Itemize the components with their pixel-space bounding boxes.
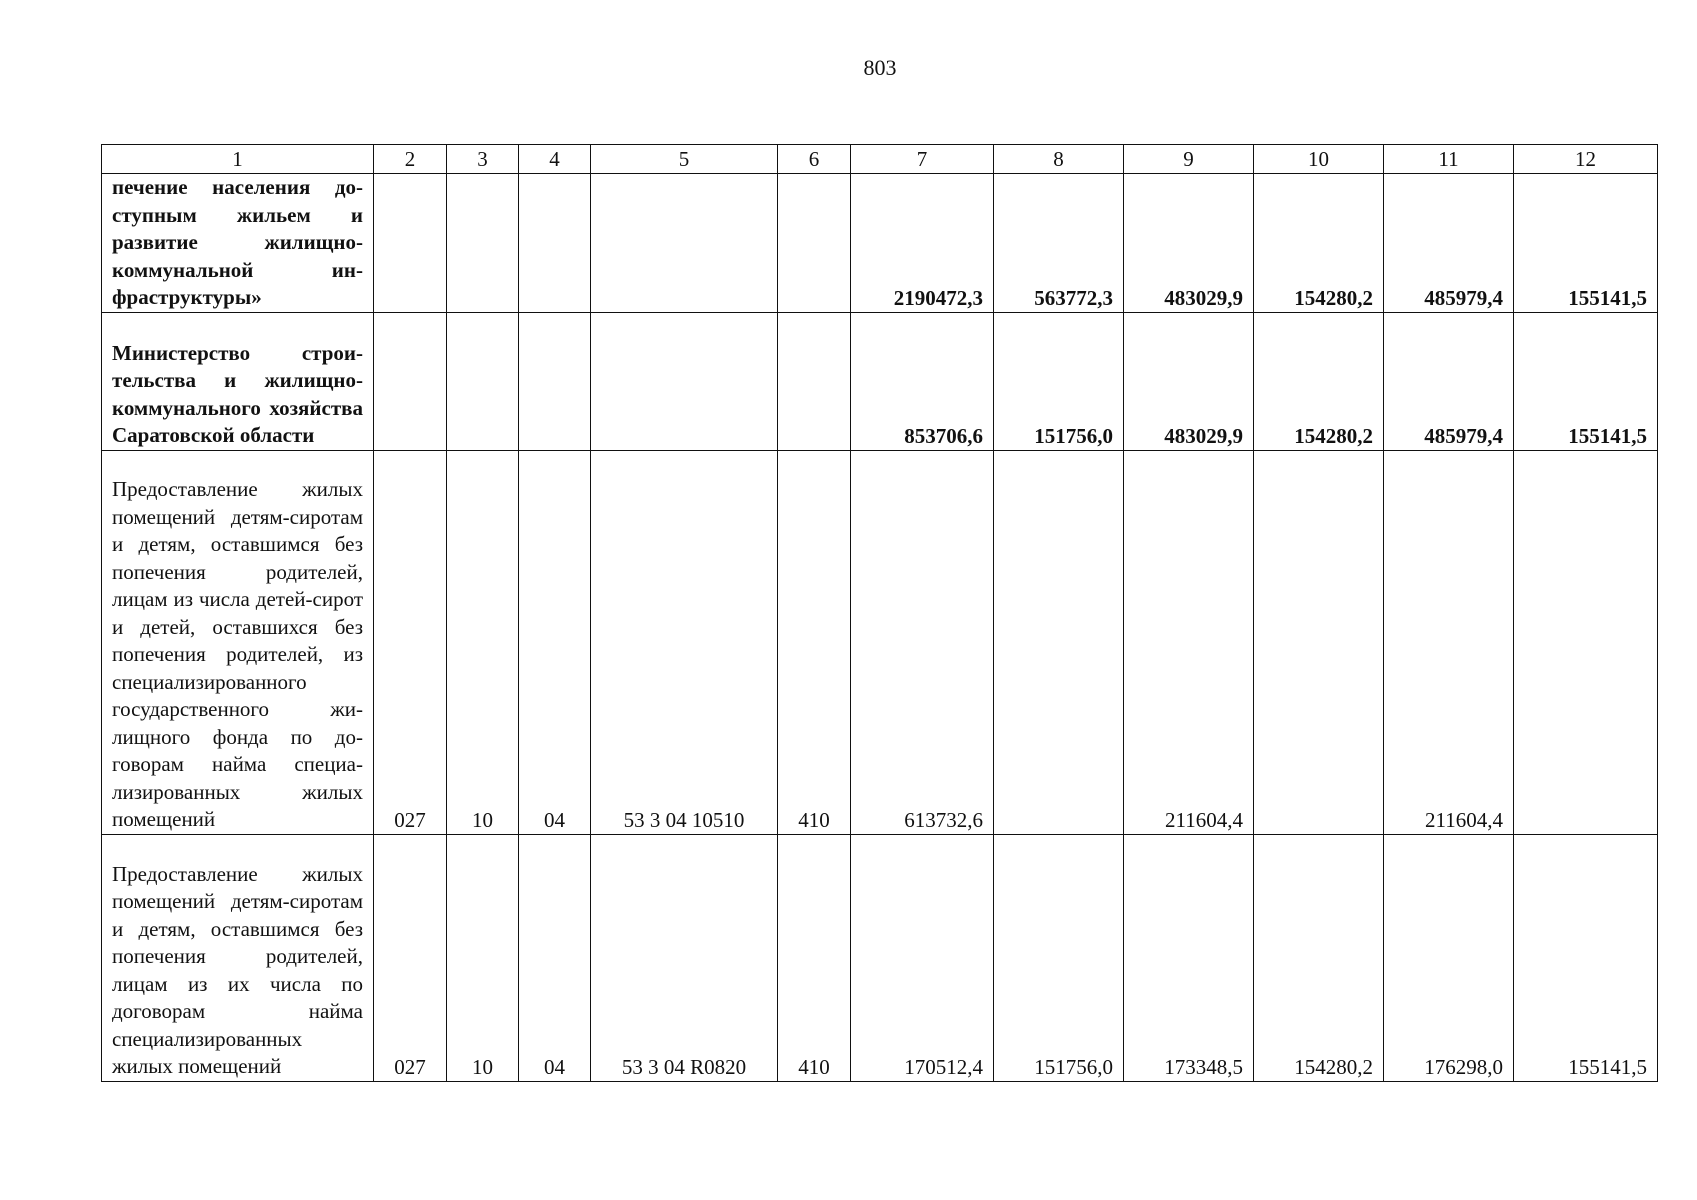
header-cell: 1 — [102, 145, 374, 174]
header-cell: 2 — [374, 145, 447, 174]
cell-ministry-code — [374, 174, 447, 313]
header-cell: 4 — [519, 145, 591, 174]
cell-value: 485979,4 — [1384, 312, 1514, 450]
table-row — [102, 834, 1658, 1081]
header-cell: 6 — [778, 145, 851, 174]
cell-expense-type: 410 — [778, 450, 851, 834]
cell-value: 170512,4 — [851, 834, 994, 1081]
cell-section: 10 — [447, 450, 519, 834]
cell-value: 563772,3 — [994, 174, 1124, 313]
row-description: Министерство строительства и жилищно-коммунального хозяйства Саратовской области — [102, 312, 374, 450]
header-cell: 11 — [1384, 145, 1514, 174]
cell-subsection: 04 — [519, 834, 591, 1081]
header-cell: 9 — [1124, 145, 1254, 174]
table-header-row — [102, 145, 1658, 174]
cell-value — [1254, 450, 1384, 834]
row-description: печение населения доступным жильем и развитие жилищно-коммунальной инфраструктуры» — [102, 174, 374, 313]
cell-ministry-code: 027 — [374, 450, 447, 834]
cell-value: 483029,9 — [1124, 312, 1254, 450]
cell-ministry-code: 027 — [374, 834, 447, 1081]
cell-value: 483029,9 — [1124, 174, 1254, 313]
header-cell: 12 — [1514, 145, 1658, 174]
row-description: Предоставление жилых помещений детям-сиротам и детям, оставшимся без попечения родителей, лицам из их числа по договорам найма специализированных жилых помещений — [102, 834, 374, 1081]
header-cell: 5 — [591, 145, 778, 174]
cell-subsection: 04 — [519, 450, 591, 834]
table-row — [102, 174, 1658, 313]
cell-value: 613732,6 — [851, 450, 994, 834]
header-cell: 8 — [994, 145, 1124, 174]
table-row — [102, 312, 1658, 450]
cell-section — [447, 312, 519, 450]
cell-value: 853706,6 — [851, 312, 994, 450]
row-description: Предоставление жилых помещений детям-сиротам и детям, оставшимся без попечения родителей, лицам из числа детей-сирот и детей, оставшихся без попечения родителей, из специализированного государственного жилищного фонда по договорам найма специализированных жилых помещений — [102, 450, 374, 834]
cell-value: 151756,0 — [994, 834, 1124, 1081]
cell-value: 155141,5 — [1514, 834, 1658, 1081]
cell-value: 154280,2 — [1254, 312, 1384, 450]
cell-section — [447, 174, 519, 313]
cell-expense-type — [778, 174, 851, 313]
cell-subsection — [519, 174, 591, 313]
cell-value: 211604,4 — [1384, 450, 1514, 834]
cell-value: 176298,0 — [1384, 834, 1514, 1081]
cell-expense-type: 410 — [778, 834, 851, 1081]
cell-value: 211604,4 — [1124, 450, 1254, 834]
cell-target-article: 53 3 04 10510 — [591, 450, 778, 834]
cell-value: 485979,4 — [1384, 174, 1514, 313]
header-cell: 10 — [1254, 145, 1384, 174]
header-cell: 3 — [447, 145, 519, 174]
cell-value: 151756,0 — [994, 312, 1124, 450]
cell-target-article — [591, 312, 778, 450]
cell-value: 154280,2 — [1254, 834, 1384, 1081]
page-number: 803 — [863, 55, 897, 80]
cell-value — [1514, 450, 1658, 834]
cell-value: 155141,5 — [1514, 174, 1658, 313]
cell-value: 154280,2 — [1254, 174, 1384, 313]
cell-value: 2190472,3 — [851, 174, 994, 313]
cell-section: 10 — [447, 834, 519, 1081]
cell-value — [994, 450, 1124, 834]
budget-table — [101, 144, 1658, 1082]
cell-target-article: 53 3 04 R0820 — [591, 834, 778, 1081]
cell-value: 155141,5 — [1514, 312, 1658, 450]
cell-value: 173348,5 — [1124, 834, 1254, 1081]
header-cell: 7 — [851, 145, 994, 174]
cell-subsection — [519, 312, 591, 450]
cell-expense-type — [778, 312, 851, 450]
table-row — [102, 450, 1658, 834]
cell-ministry-code — [374, 312, 447, 450]
cell-target-article — [591, 174, 778, 313]
